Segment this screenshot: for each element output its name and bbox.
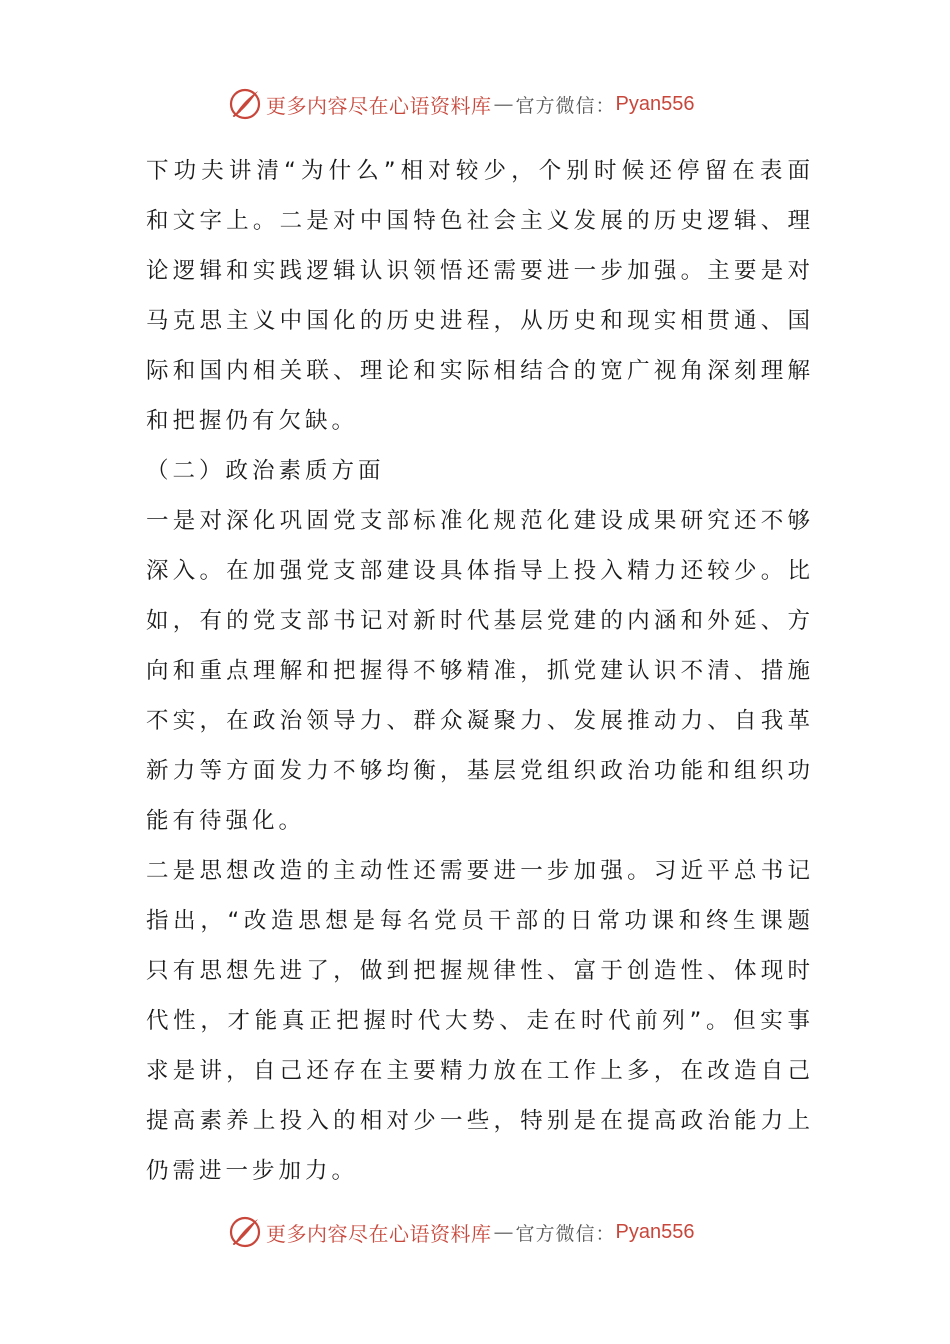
- body-line: 深入。在加强党支部建设具体指导上投入精力还较少。比: [146, 558, 810, 584]
- body-line: 马克思主义中国化的历史进程，从历史和现实相贯通、国: [146, 308, 810, 334]
- body-line: 如，有的党支部书记对新时代基层党建的内涵和外延、方: [146, 608, 810, 634]
- body-line: 一是对深化巩固党支部标准化规范化建设成果研究还不够: [146, 508, 810, 534]
- footer-banner: [228, 1210, 748, 1254]
- body-line: 代性，才能真正把握时代大势、走在时代前列”。但实事: [146, 1008, 810, 1034]
- body-line: 和把握仍有欠缺。: [146, 408, 359, 434]
- body-line: 际和国内相关联、理论和实际相结合的宽广视角深刻理解: [146, 358, 810, 384]
- body-line: 只有思想先进了，做到把握规律性、富于创造性、体现时: [146, 958, 810, 984]
- body-line: 论逻辑和实践逻辑认识领悟还需要进一步加强。主要是对: [146, 258, 810, 284]
- body-line: 提高素养上投入的相对少一些，特别是在提高政治能力上: [146, 1108, 810, 1134]
- body-line: 能有待强化。: [146, 808, 306, 834]
- body-line: 下功夫讲清“为什么”相对较少，个别时候还停留在表面: [146, 158, 810, 184]
- body-text: [146, 146, 810, 1196]
- footer-wechat-id: Pyan556: [615, 1220, 695, 1243]
- section-heading: （二）政治素质方面: [146, 458, 385, 484]
- body-line: 向和重点理解和把握得不够精准，抓党建认识不清、措施: [146, 658, 810, 684]
- header-banner: [228, 82, 748, 126]
- header-wechat-label: 官方微信：: [515, 94, 616, 117]
- body-line: 不实，在政治领导力、群众凝聚力、发展推动力、自我革: [146, 708, 810, 734]
- body-line: 二是思想改造的主动性还需要进一步加强。习近平总书记: [146, 858, 810, 884]
- body-line: 求是讲，自己还存在主要精力放在工作上多，在改造自己: [146, 1058, 810, 1084]
- footer-promo-text: 更多内容尽在心语资料库: [266, 1221, 492, 1246]
- header-promo-text: 更多内容尽在心语资料库: [266, 93, 492, 118]
- quill-pen-logo-icon: [228, 87, 262, 121]
- body-line: 指出，“改造思想是每名党员干部的日常功课和终生课题: [146, 908, 810, 934]
- body-line: 和文字上。二是对中国特色社会主义发展的历史逻辑、理: [146, 208, 810, 234]
- footer-wechat-label: 官方微信：: [515, 1222, 616, 1245]
- quill-pen-logo-icon: [228, 1215, 262, 1249]
- footer-separator: —: [493, 1220, 514, 1244]
- body-line: 仍需进一步加力。: [146, 1158, 359, 1184]
- header-wechat-id: Pyan556: [615, 92, 695, 115]
- body-line: 新力等方面发力不够均衡，基层党组织政治功能和组织功: [146, 758, 810, 784]
- header-separator: —: [493, 92, 514, 116]
